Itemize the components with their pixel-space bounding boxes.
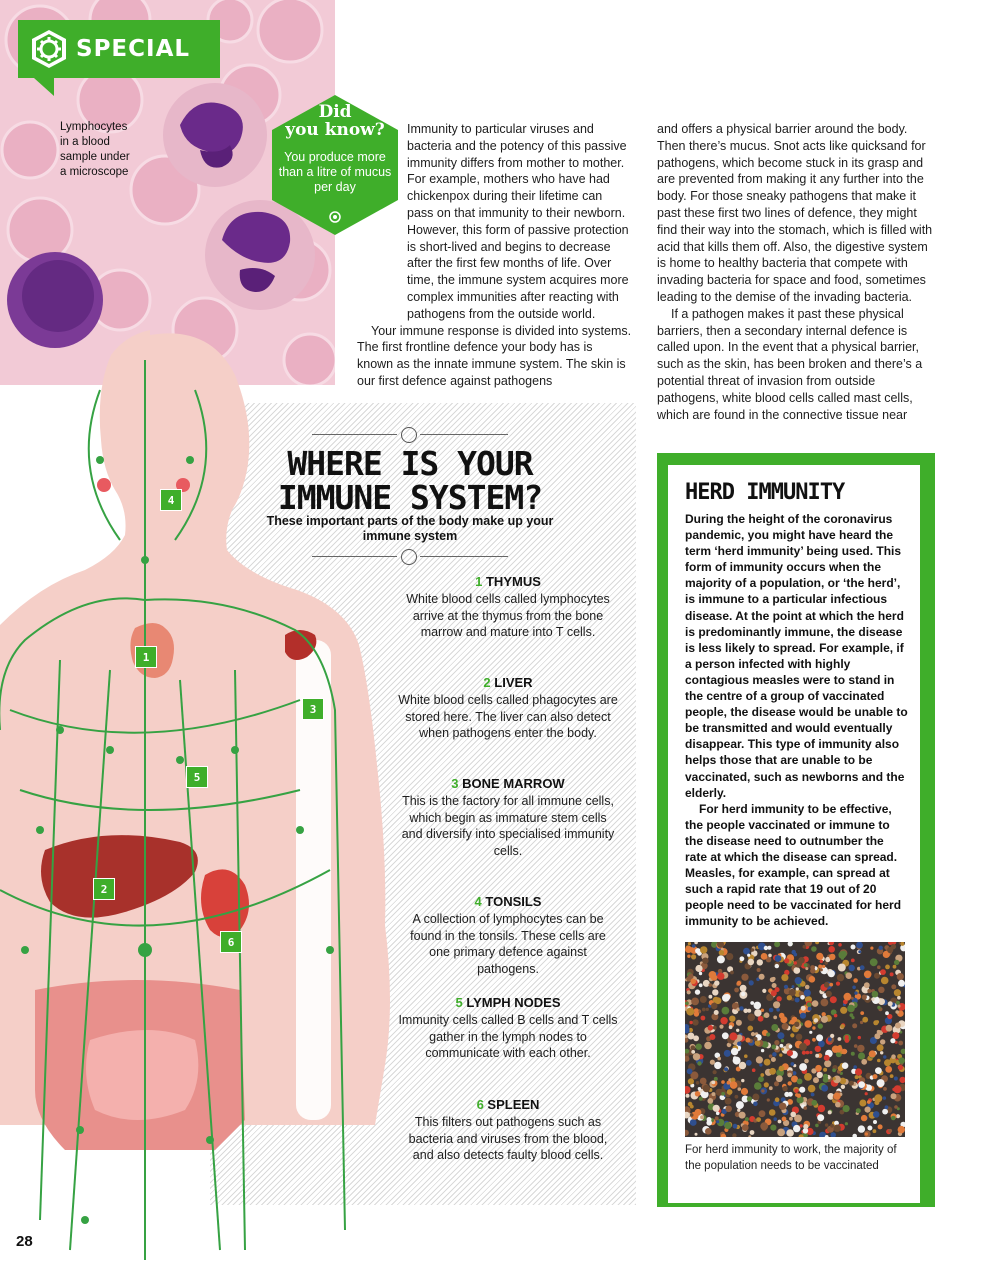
organ-description: Immunity cells called B cells and T cells gather in the lymph nodes to communicate with each other. — [398, 1012, 618, 1061]
did-you-know-title-line: you know? — [285, 120, 385, 140]
caption-line: Lymphocytes — [60, 121, 128, 133]
paragraph: During the height of the coronavirus pandemic, you might have heard the term ‘herd immunity’ being used. This form of immunity occurs when the majority of a population, or ‘the herd’, is immune to a particular infectious disease. At the point at which the herd is predominantly immune, the disease is less likely to spread. For example, if a person infected with highly contagious measles were to stand in the centre of a group of vaccinated people, the disease would be unable to be transmitted and would eventually disappear. This type of immunity also helps those that are unable to be vaccinated, such as newborns and the elderly. — [685, 512, 908, 800]
small-intestine — [86, 1030, 198, 1120]
organ-description: This filters out pathogens such as bacteria and viruses from the blood, and also detects faulty blood cells. — [408, 1114, 608, 1163]
divider — [420, 434, 508, 435]
caption-line: in a blood — [60, 136, 110, 148]
caption-line: sample under — [60, 151, 130, 163]
organ-heading — [398, 776, 618, 793]
gear-icon — [28, 28, 70, 70]
badge-tail — [34, 78, 54, 96]
organ-heading — [398, 995, 618, 1012]
organ-name: LIVER — [494, 675, 533, 690]
organ-description: A collection of lymphocytes can be found in the tonsils. These cells are one primary defence against pathogens. — [410, 911, 606, 977]
tonsil-organ — [97, 478, 111, 492]
organ-number: 2 — [483, 675, 491, 690]
section-badge — [18, 20, 220, 78]
organ-heading — [398, 894, 618, 911]
feature-title-line: IMMUNE SYSTEM? — [277, 478, 543, 517]
divider — [420, 556, 508, 557]
feature-title — [240, 444, 580, 517]
organ-entry-bone-marrow — [398, 776, 618, 860]
organ-description: White blood cells called lymphocytes arrive at the thymus from the bone marrow and mature into T cells. — [406, 591, 610, 640]
paragraph: Immunity to particular viruses and bacteria and the potency of this passive immunity differs from mother to mother. For example, mothers who have had chickenpox during their lifetime can pass on that immunity to their newborn. However, this form of passive protection is short-lived and begins to decrease after the first few months of life. Over time, the immune system acquires more complex immunities after reacting with pathogens from the outside world. — [407, 122, 629, 321]
section-label: SPECIAL — [76, 36, 191, 62]
gear-icon — [401, 427, 417, 443]
herd-immunity-body — [685, 511, 909, 929]
feature-subtitle: These important parts of the body make up your immune system — [266, 514, 554, 543]
organ-name: SPLEEN — [487, 1097, 540, 1112]
did-you-know-body: You produce more than a litre of mucus per day — [278, 150, 392, 194]
crowd-photo — [685, 942, 905, 1137]
organ-entry-tonsils — [398, 894, 618, 978]
organ-name: BONE MARROW — [462, 776, 565, 791]
organ-name: THYMUS — [485, 574, 541, 589]
paragraph: Your immune response is divided into systems. The first frontline defence your body has is known as the innate immune system. The skin is our first defence against pathogens — [357, 323, 632, 388]
divider — [312, 434, 397, 435]
organ-number: 6 — [476, 1097, 484, 1112]
marker-liver: 2 — [93, 878, 115, 900]
organ-heading — [398, 574, 618, 591]
gear-icon — [401, 549, 417, 565]
organ-number: 3 — [451, 776, 459, 791]
article-column-2 — [657, 121, 937, 423]
caption-line: a microscope — [60, 166, 129, 178]
marker-thymus: 1 — [135, 646, 157, 668]
feature-title-line: WHERE IS YOUR — [287, 444, 533, 483]
marker-spleen: 6 — [220, 931, 242, 953]
paragraph: and offers a physical barrier around the body. Then there’s mucus. Snot acts like quicksand for pathogens, which become stuck in its grasp and are prevented from making it any further into the body. For those sneaky pathogens that make it past these first two lines of defence, they might find their way into the stomach, which is filled with acid that kills them off. Also, the digestive system is home to healthy bacteria that compete with invading bacteria for space and food, sometimes leading to the demise of the invading bacteria. — [657, 122, 933, 304]
page-number: 28 — [16, 1233, 33, 1250]
photo-caption — [60, 120, 150, 180]
paragraph: If a pathogen makes it past these physical barriers, then a secondary internal defence is called upon. In the event that a physical barrier, such as the skin, has been broken and there’s a potential threat of invasion from outside pathogens, white blood cells called mast cells, which are found in the connective tissue near — [657, 306, 923, 422]
organ-entry-lymph-nodes — [398, 995, 618, 1062]
divider — [312, 556, 397, 557]
organ-number: 4 — [474, 894, 482, 909]
organ-entry-thymus — [398, 574, 618, 641]
organ-description: This is the factory for all immune cells, which begin as immature stem cells and diversify into specialised immunity cells. — [401, 793, 615, 859]
organ-heading — [398, 675, 618, 692]
organ-name: TONSILS — [485, 894, 542, 909]
organ-heading — [398, 1097, 618, 1114]
organ-description: White blood cells called phagocytes are stored here. The liver can also detect when pathogens enter the body. — [398, 692, 618, 741]
marker-lymph-nodes: 5 — [186, 766, 208, 788]
marker-tonsils: 4 — [160, 489, 182, 511]
did-you-know-title-line: Did — [318, 102, 352, 122]
organ-entry-spleen — [398, 1097, 618, 1164]
organ-name: LYMPH NODES — [466, 995, 561, 1010]
paragraph: For herd immunity to be effective, the people vaccinated or immune to the disease need to outnumber the rate at which the disease can spread. Measles, for example, can spread at such a rapid rate that 19 out of 20 people need to be vaccinated for herd immunity to be achieved. — [685, 801, 902, 929]
marker-bone-marrow: 3 — [302, 698, 324, 720]
crowd-photo-caption: For herd immunity to work, the majority of the population needs to be vaccinated — [685, 1144, 897, 1172]
organ-number: 1 — [475, 574, 483, 589]
organ-entry-liver — [398, 675, 618, 742]
herd-immunity-title: HERD IMMUNITY — [685, 480, 845, 505]
organ-number: 5 — [455, 995, 463, 1010]
